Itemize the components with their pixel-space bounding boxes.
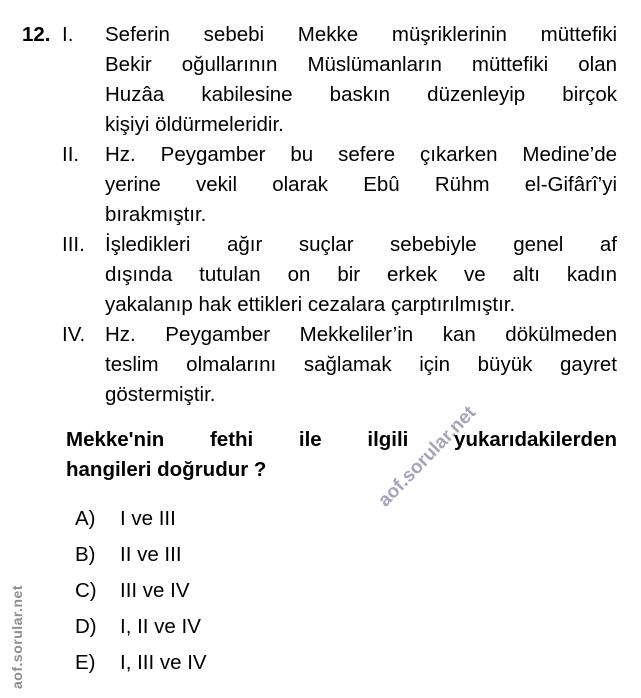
statement-line: bırakmıştır.: [105, 203, 207, 226]
option-text-e: I, III ve IV: [120, 651, 207, 674]
statement-line: İşledikleri ağır suçlar sebebiyle genel af: [105, 233, 617, 256]
statement-line: Seferin sebebi Mekke müşriklerinin müttefiki: [105, 23, 617, 46]
option-b: [75, 537, 617, 573]
option-letter-d: D): [75, 615, 97, 638]
statement-line: yakalanıp hak ettikleri cezalara çarptırılmıştır.: [105, 293, 516, 316]
exam-question-block: [22, 20, 617, 681]
option-letter-b: B): [75, 543, 96, 566]
option-letter-c: C): [75, 579, 97, 602]
statement-list: [62, 20, 617, 410]
question-number: 12.: [22, 23, 51, 46]
stem-line: Mekke'nin fethi ile ilgili yukarıdakilerden: [66, 428, 617, 451]
statement-text-4: [105, 320, 617, 410]
option-e: [75, 645, 617, 681]
option-text-b: II ve III: [120, 543, 182, 566]
statement-text-1: [105, 20, 617, 140]
statement-item-2: [62, 140, 617, 230]
statement-line: göstermiştir.: [105, 383, 216, 406]
watermark-vertical: aof.sorular.net: [9, 585, 25, 689]
question-row: [22, 20, 617, 410]
statement-line: teslim olmalarını sağlamak için büyük gayret: [105, 353, 617, 376]
option-text-d: I, II ve IV: [120, 615, 201, 638]
statement-numeral-4: IV.: [62, 323, 86, 346]
statement-numeral-3: III.: [62, 233, 85, 256]
statement-line: Hz. Peygamber bu sefere çıkarken Medine’de: [105, 143, 617, 166]
option-text-c: III ve IV: [120, 579, 190, 602]
option-text-a: I ve III: [120, 507, 176, 530]
question-stem: [66, 425, 617, 485]
statement-text-3: [105, 230, 617, 320]
option-a: [75, 501, 617, 537]
statement-line: dışında tutulan on bir erkek ve altı kadın: [105, 263, 617, 286]
statement-numeral-1: I.: [62, 23, 74, 46]
statement-line: Hz. Peygamber Mekkeliler’in kan dökülmeden: [105, 323, 617, 346]
option-letter-e: E): [75, 651, 96, 674]
statement-line: Huzâa kabilesine baskın düzenleyip birçok: [105, 83, 617, 106]
statement-numeral-2: II.: [62, 143, 80, 166]
options-list: [75, 501, 617, 681]
option-letter-a: A): [75, 507, 96, 530]
statement-text-2: [105, 140, 617, 230]
watermark-diagonal: aof.sorular.net: [374, 402, 481, 512]
statement-line: Bekir oğullarının Müslümanların müttefiki olan: [105, 53, 617, 76]
statement-item-1: [62, 20, 617, 140]
statement-item-4: [62, 320, 617, 410]
option-d: [75, 609, 617, 645]
stem-line: hangileri doğrudur ?: [66, 458, 267, 481]
statement-item-3: [62, 230, 617, 320]
option-c: [75, 573, 617, 609]
statement-line: yerine vekil olarak Ebû Rühm el-Gifârî’yi: [105, 173, 617, 196]
statement-line: kişiyi öldürmeleridir.: [105, 113, 284, 136]
